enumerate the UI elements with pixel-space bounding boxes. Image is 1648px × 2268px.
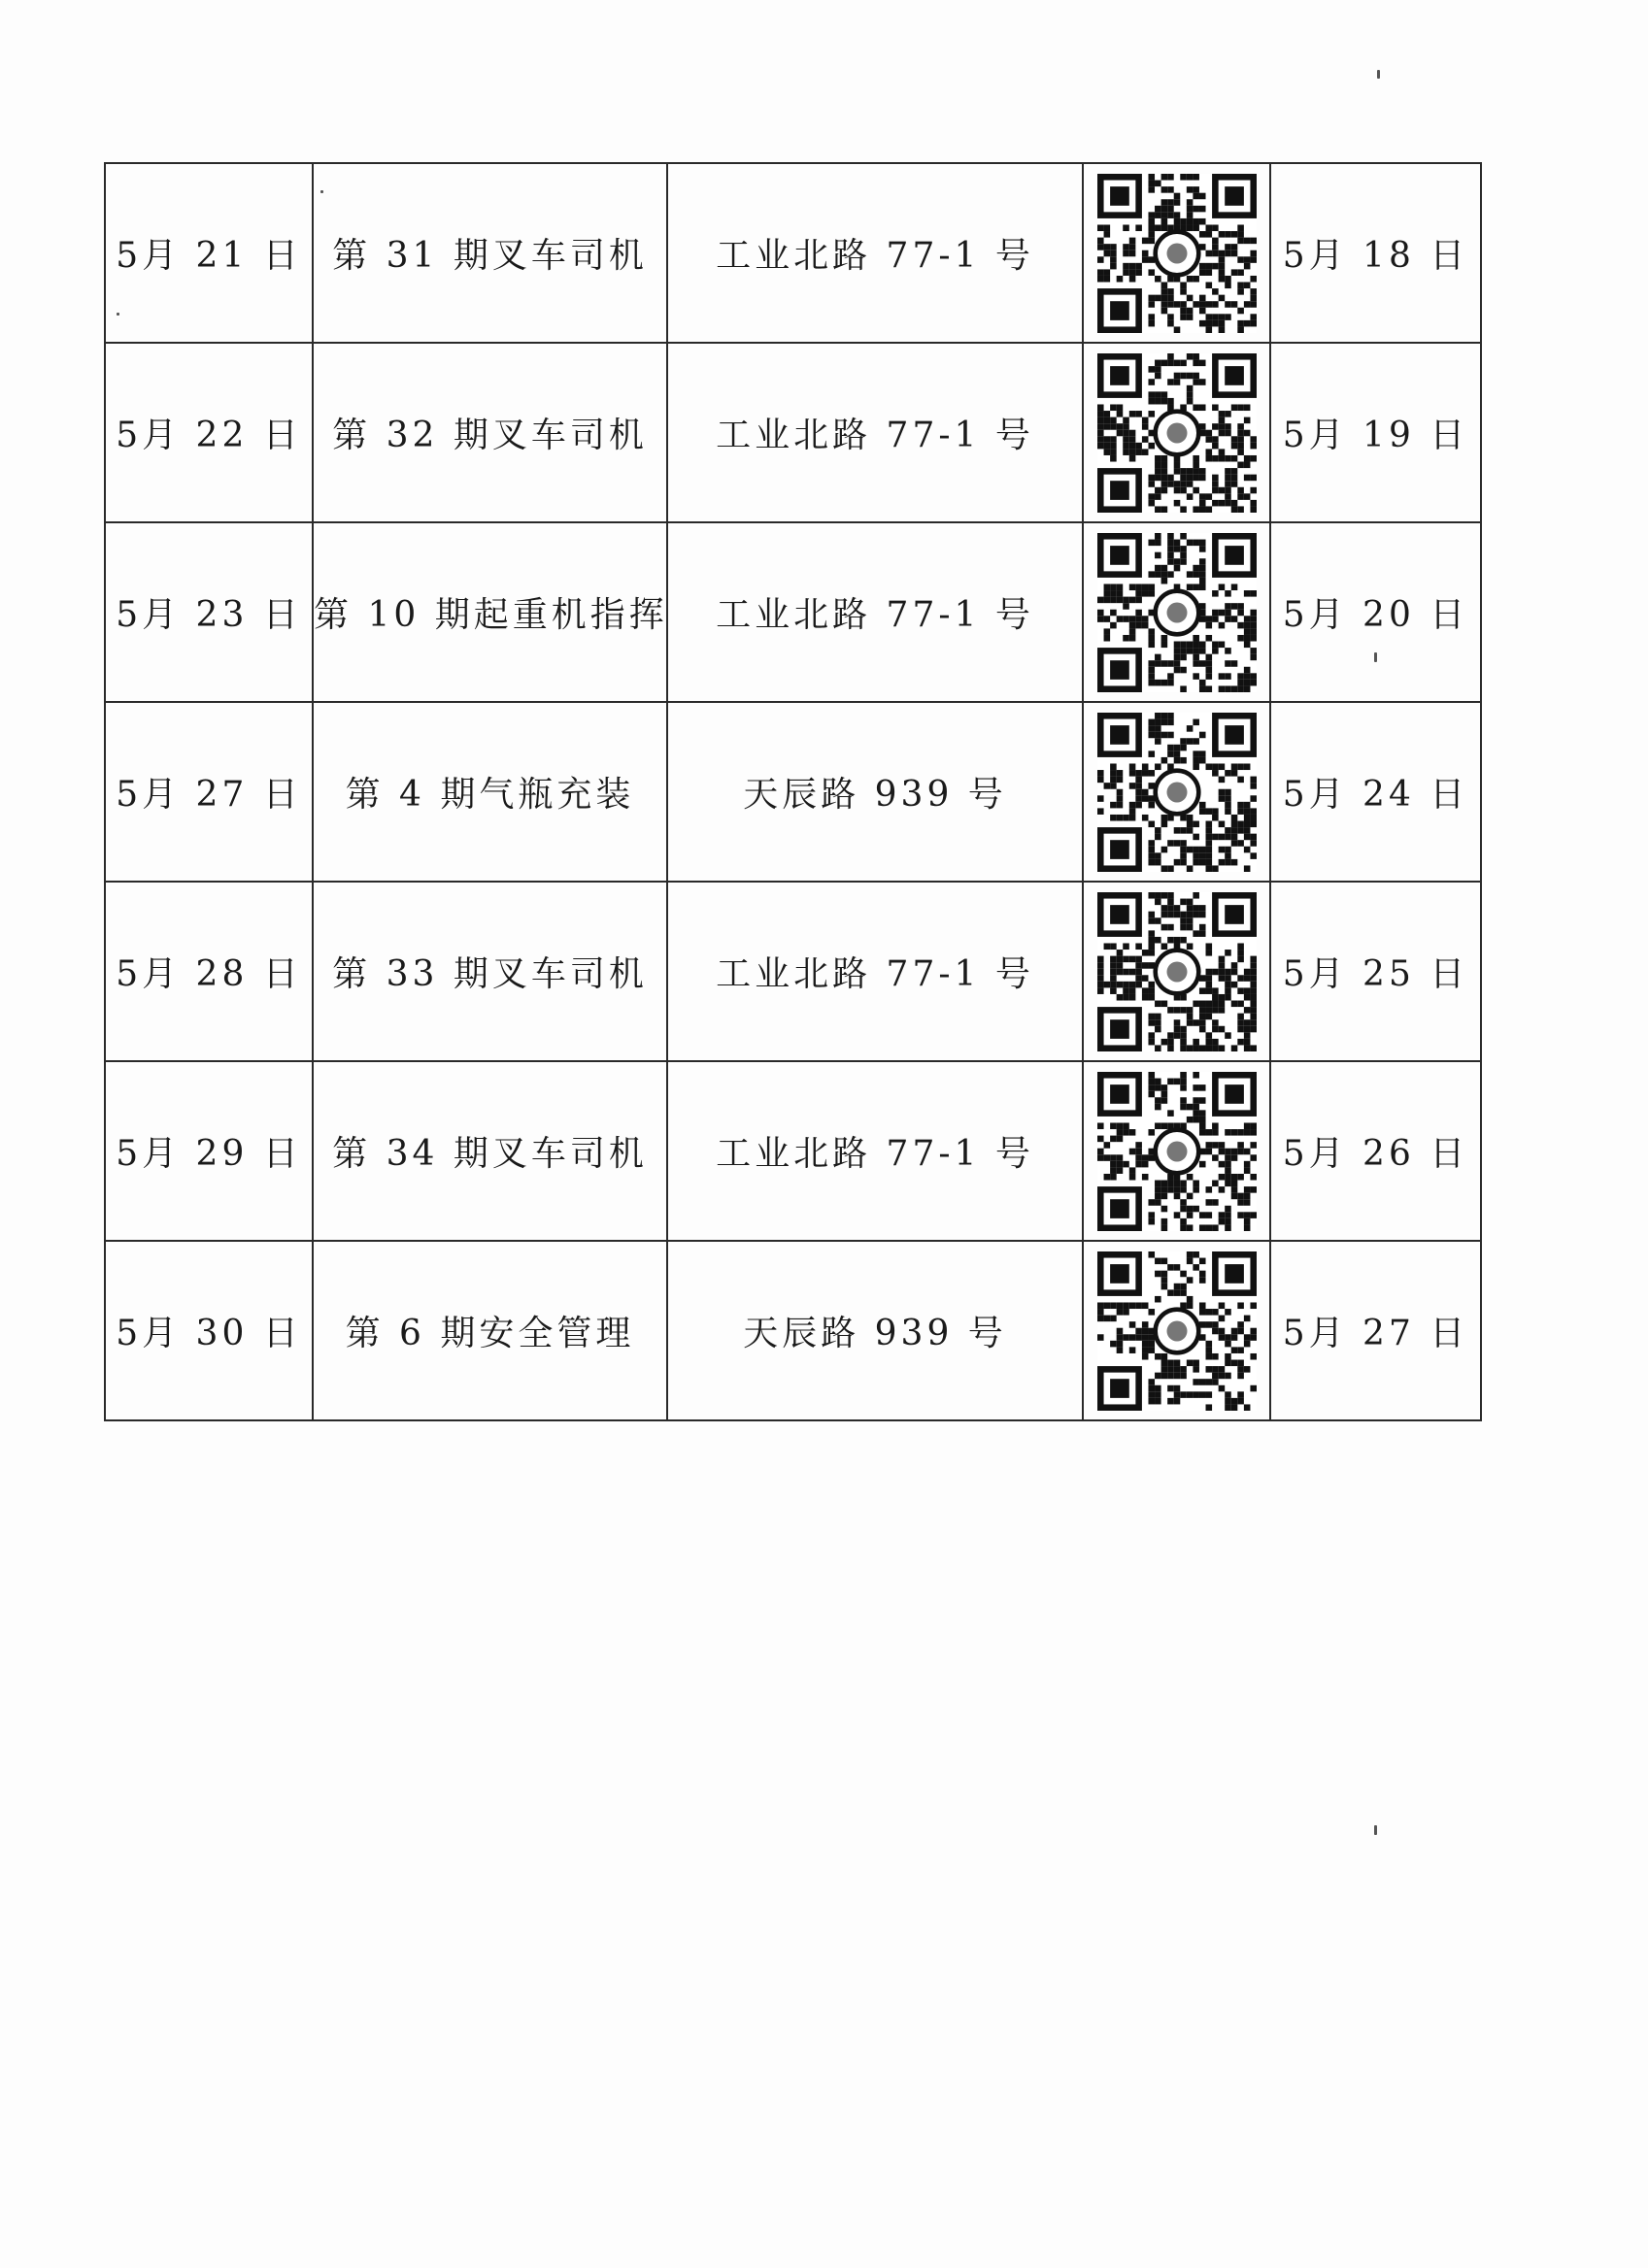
exam-date-cell: 5月 27 日 <box>105 702 313 882</box>
deadline-cell: 5月 25 日 <box>1270 882 1481 1061</box>
exam-date-cell: 5月 22 日 <box>105 343 313 522</box>
qr-cell <box>1083 702 1270 882</box>
table-row <box>105 163 1481 343</box>
scan-speck <box>320 190 323 193</box>
deadline-cell: 5月 27 日 <box>1270 1241 1481 1420</box>
table-row <box>105 1241 1481 1420</box>
location-cell: 天辰路 939 号 <box>667 702 1083 882</box>
location-cell: 工业北路 77-1 号 <box>667 1061 1083 1241</box>
qr-code-icon[interactable] <box>1097 713 1257 872</box>
deadline-cell: 5月 24 日 <box>1270 702 1481 882</box>
exam-date-cell: 5月 21 日 <box>105 163 313 343</box>
qr-cell <box>1083 163 1270 343</box>
exam-date-cell: 5月 28 日 <box>105 882 313 1061</box>
course-cell: 第 33 期叉车司机 <box>313 882 667 1061</box>
deadline-cell: 5月 19 日 <box>1270 343 1481 522</box>
location-cell: 工业北路 77-1 号 <box>667 882 1083 1061</box>
course-cell: 第 32 期叉车司机 <box>313 343 667 522</box>
exam-date-cell: 5月 29 日 <box>105 1061 313 1241</box>
qr-code-icon[interactable] <box>1097 1251 1257 1411</box>
location-cell: 天辰路 939 号 <box>667 1241 1083 1420</box>
qr-code-icon[interactable] <box>1097 892 1257 1051</box>
scan-speck <box>1374 652 1377 662</box>
exam-date-cell: 5月 23 日 <box>105 522 313 702</box>
qr-cell <box>1083 1061 1270 1241</box>
qr-code-icon[interactable] <box>1097 353 1257 513</box>
qr-cell <box>1083 343 1270 522</box>
deadline-cell: 5月 18 日 <box>1270 163 1481 343</box>
qr-cell <box>1083 522 1270 702</box>
qr-code-icon[interactable] <box>1097 533 1257 692</box>
course-cell: 第 6 期安全管理 <box>313 1241 667 1420</box>
exam-date-cell: 5月 30 日 <box>105 1241 313 1420</box>
table-row <box>105 522 1481 702</box>
scan-speck <box>1374 1825 1377 1835</box>
course-cell: 第 31 期叉车司机 <box>313 163 667 343</box>
location-cell: 工业北路 77-1 号 <box>667 343 1083 522</box>
qr-cell <box>1083 1241 1270 1420</box>
table-row <box>105 702 1481 882</box>
scan-speck <box>1377 70 1380 79</box>
scan-speck <box>117 313 119 316</box>
course-cell: 第 4 期气瓶充装 <box>313 702 667 882</box>
table-row <box>105 1061 1481 1241</box>
location-cell: 工业北路 77-1 号 <box>667 163 1083 343</box>
location-cell: 工业北路 77-1 号 <box>667 522 1083 702</box>
qr-cell <box>1083 882 1270 1061</box>
training-schedule-table <box>104 162 1482 1421</box>
course-cell: 第 34 期叉车司机 <box>313 1061 667 1241</box>
qr-code-icon[interactable] <box>1097 1072 1257 1231</box>
course-cell: 第 10 期起重机指挥 <box>313 522 667 702</box>
deadline-cell: 5月 20 日 <box>1270 522 1481 702</box>
table-row <box>105 882 1481 1061</box>
deadline-cell: 5月 26 日 <box>1270 1061 1481 1241</box>
qr-code-icon[interactable] <box>1097 174 1257 333</box>
table-row <box>105 343 1481 522</box>
